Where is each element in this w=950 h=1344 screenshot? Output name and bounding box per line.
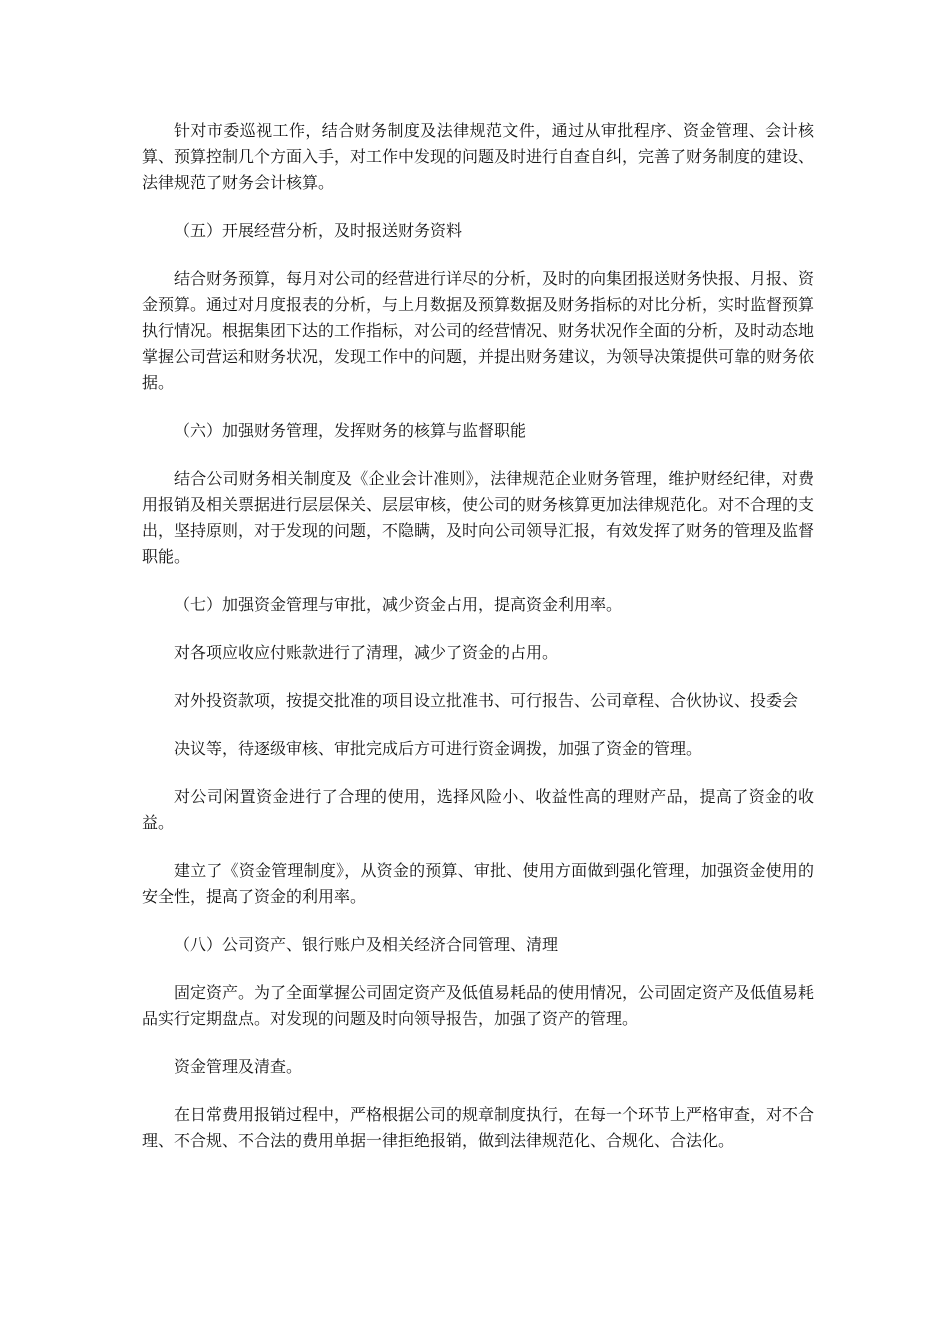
paragraph-fixed-assets: 固定资产。为了全面掌握公司固定资产及低值易耗品的使用情况，公司固定资产及低值易耗品实行定期盘点。对发现的问题及时向领导报告，加强了资产的管理。 [142, 983, 815, 1028]
section-heading-5: （五）开展经营分析，及时报送财务资料 [174, 221, 463, 240]
paragraph-fund-policy: 建立了《资金管理制度》，从资金的预算、审批、使用方面做到强化管理，加强资金使用的安全性，提高了资金的利用率。 [142, 861, 814, 906]
paragraph-receivables-cleanup: 对各项应收应付账款进行了清理，减少了资金的占用。 [174, 643, 559, 662]
paragraph-fund-audit: 资金管理及清查。 [174, 1057, 303, 1076]
paragraph-expense-reimbursement: 在日常费用报销过程中，严格根据公司的规章制度执行，在每一个环节上严格审查，对不合理、不合规、不合法的费用单据一律拒绝报销，做到法律规范化、合规化、合法化。 [142, 1105, 815, 1150]
section-heading-6: （六）加强财务管理，发挥财务的核算与监督职能 [174, 421, 527, 440]
paragraph-inspection-review: 针对市委巡视工作，结合财务制度及法律规范文件，通过从审批程序、资金管理、会计核算、预算控制几个方面入手，对工作中发现的问题及时进行自查自纠，完善了财务制度的建设、法律规范了财务会计核算。 [142, 121, 815, 192]
document-body [142, 118, 814, 1154]
paragraph-idle-funds: 对公司闲置资金进行了合理的使用，选择风险小、收益性高的理财产品，提高了资金的收益。 [142, 787, 814, 832]
section-heading-7: （七）加强资金管理与审批，减少资金占用，提高资金利用率。 [174, 595, 623, 614]
paragraph-operation-analysis: 结合财务预算，每月对公司的经营进行详尽的分析，及时的向集团报送财务快报、月报、资金预算。通过对月度报表的分析，与上月数据及预算数据及财务指标的对比分析，实时监督预算执行情况。根据集团下达的工作指标，对公司的经营情况、财务状况作全面的分析，及时动态地掌握公司营运和财务状况，发现工作中的问题，并提出财务建议，为领导决策提供可靠的财务依据。 [142, 269, 815, 392]
paragraph-financial-management: 结合公司财务相关制度及《企业会计准则》，法律规范企业财务管理，维护财经纪律，对费用报销及相关票据进行层层保关、层层审核，使公司的财务核算更加法律规范化。对不合理的支出，坚持原则，对于发现的问题，不隐瞒，及时向公司领导汇报，有效发挥了财务的管理及监督职能。 [142, 469, 815, 566]
section-heading-8: （八）公司资产、银行账户及相关经济合同管理、清理 [174, 935, 559, 954]
paragraph-external-investment: 对外投资款项，按提交批准的项目设立批准书、可行报告、公司章程、合伙协议、投委会 [174, 691, 799, 710]
paragraph-resolution-approval: 决议等，待逐级审核、审批完成后方可进行资金调拨，加强了资金的管理。 [174, 739, 703, 758]
